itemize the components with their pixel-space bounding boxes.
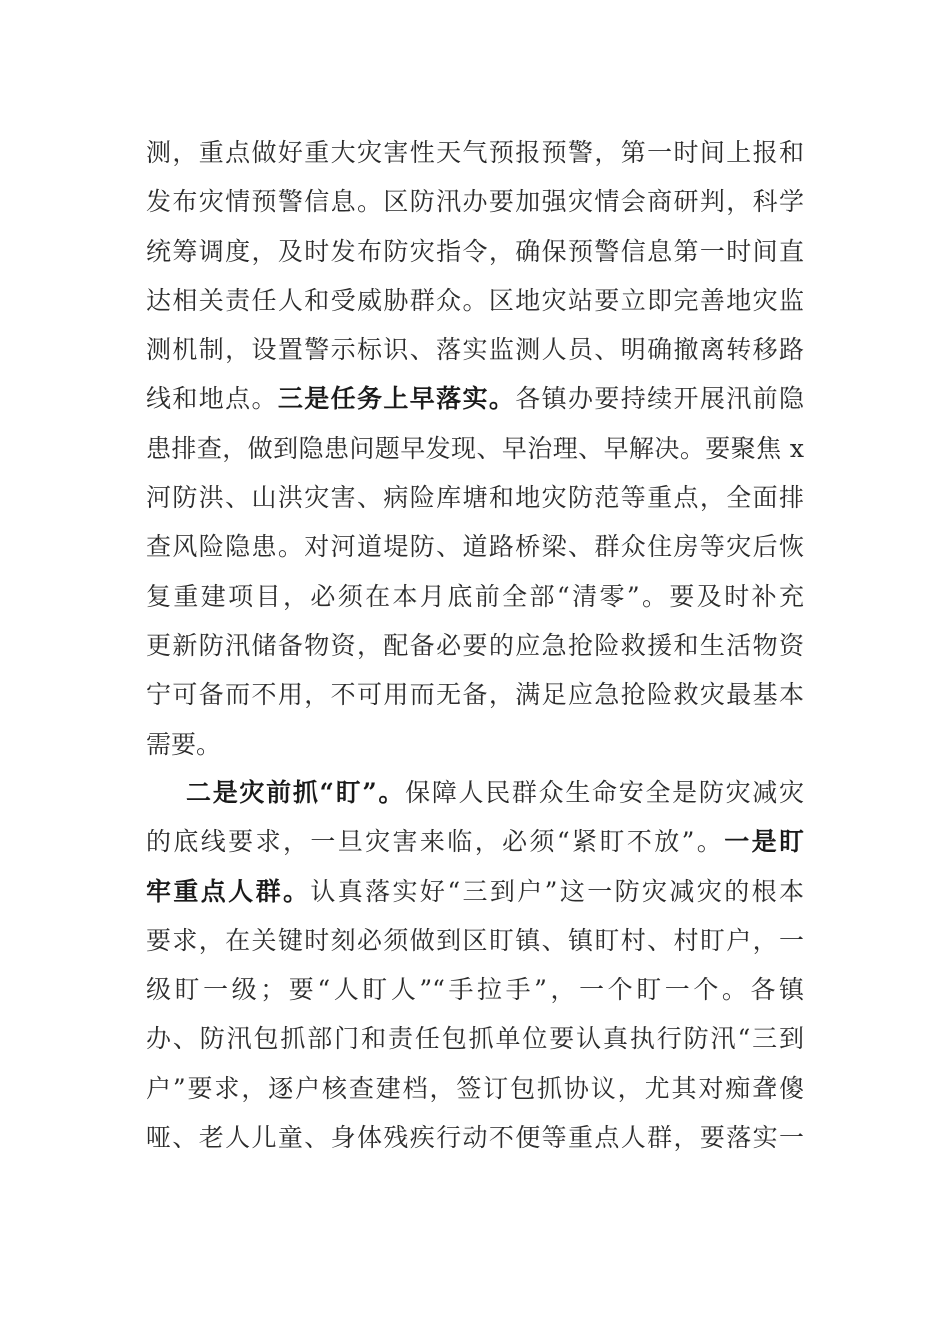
bold-heading-text: 二是灾前抓“盯”。 (186, 778, 406, 807)
text-line (146, 374, 804, 423)
bold-heading-text: 一是盯 (724, 827, 804, 857)
body-text: 查风险隐患。对河道堤防、道路桥梁、群众住房等灾后恢 (146, 532, 804, 562)
text-line (146, 522, 804, 571)
body-text: 认真落实好“三到户”这一防灾减灾的根本 (310, 876, 804, 906)
body-text: 发布灾情预警信息。区防汛办要加强灾情会商研判，科学 (146, 187, 804, 217)
body-text: 测机制，设置警示标识、落实监测人员、明确撤离转移路 (146, 335, 804, 365)
text-line (146, 177, 804, 226)
body-text: 办、防汛包抓部门和责任包抓单位要认真执行防汛“三到 (146, 1024, 804, 1054)
text-line (146, 1014, 804, 1063)
text-line (146, 424, 804, 473)
body-text: 的底线要求，一旦灾害来临，必须“紧盯不放”。 (146, 827, 725, 857)
body-text: 宁可备而不用，不可用而无备，满足应急抢险救灾最基本 (146, 680, 804, 710)
paragraph-2 (146, 768, 804, 1162)
text-line (146, 1064, 804, 1113)
body-text: 复重建项目，必须在本月底前全部“清零”。要及时补充 (146, 581, 804, 611)
text-line (146, 227, 804, 276)
body-text: 哑、老人儿童、身体残疾行动不便等重点人群，要落实一 (146, 1123, 804, 1153)
text-line (146, 867, 804, 916)
body-text: 线和地点。 (146, 384, 278, 414)
text-line (146, 670, 804, 719)
bold-heading-text: 牢重点人群。 (146, 876, 311, 906)
text-line (146, 128, 804, 177)
body-text: 更新防汛储备物资，配备必要的应急抢险救援和生活物资 (146, 630, 804, 660)
body-text: 保障人民群众生命安全是防灾减灾 (405, 778, 804, 807)
body-text: 需要。 (146, 729, 222, 759)
body-text: 患排查，做到隐患问题早发现、早治理、早解决。要聚焦 x (146, 433, 804, 463)
text-line (146, 1113, 804, 1162)
text-line (146, 720, 804, 769)
text-line (146, 817, 804, 866)
bold-heading-text: 三是任务上早落实。 (277, 384, 516, 414)
text-line (146, 572, 804, 621)
body-text: 河防洪、山洪灾害、病险库塘和地灾防范等重点，全面排 (146, 483, 804, 513)
paragraph-1 (146, 128, 804, 769)
text-line (146, 916, 804, 965)
text-line (146, 276, 804, 325)
body-text: 要求，在关键时刻必须做到区盯镇、镇盯村、村盯户，一 (146, 925, 804, 955)
body-text: 达相关责任人和受威胁群众。区地灾站要立即完善地灾监 (146, 285, 804, 315)
body-text: 测，重点做好重大灾害性天气预报预警，第一时间上报和 (146, 138, 804, 167)
text-line (146, 473, 804, 522)
body-text: 统筹调度，及时发布防灾指令，确保预警信息第一时间直 (146, 236, 804, 266)
body-text: 各镇办要持续开展汛前隐 (515, 384, 804, 414)
text-line (146, 768, 804, 817)
body-text: 级盯一级；要“人盯人”“手拉手”，一个盯一个。各镇 (146, 975, 804, 1005)
text-line (146, 965, 804, 1014)
body-text: 户”要求，逐户核查建档，签订包抓协议，尤其对痴聋傻 (146, 1073, 804, 1103)
text-line (146, 325, 804, 374)
text-line (146, 621, 804, 670)
